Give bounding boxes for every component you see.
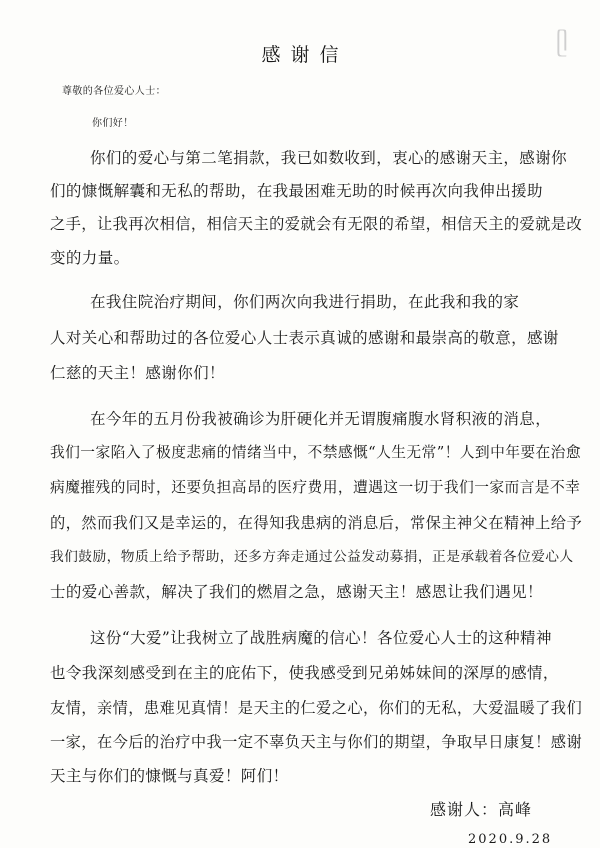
body-line: 们的慷慨解囊和无私的帮助，在我最困难无助的时候再次向我伸出援助 (50, 182, 543, 200)
body-line: 也令我深刻感受到在主的庇佑下，使我感受到兄弟姊妹间的深厚的感情， (50, 664, 559, 682)
greeting: 你们好！ (92, 118, 134, 129)
body-line: 友情，亲情，患难见真情！是天主的仁爱之心，你们的无私，大爱温暖了我们 (50, 699, 583, 717)
body-line: 仁慈的天主！感谢你们！ (50, 364, 225, 382)
margin-pencil-mark: ᥫ (556, 29, 569, 57)
body-line: 变的力量。 (50, 249, 130, 267)
letter-date: 2020.9.28 (468, 832, 553, 847)
letter-title: 感谢信 (261, 44, 349, 66)
signature: 感谢人：高峰 (430, 800, 533, 819)
body-line: 你们的爱心与第二笔捐款，我已如数收到，衷心的感谢天主，感谢你 (90, 149, 568, 167)
body-line: 人对关心和帮助过的各位爱心人士表示真诚的感谢和最崇高的敬意，感谢 (50, 329, 559, 347)
body-line: 病魔摧残的同时，还要负担高昂的医疗费用，遭遇这一切于我们一家而言是不幸 (50, 479, 581, 496)
body-line: 的，然而我们又是幸运的，在得知我患病的消息后，常保主神父在精神上给予 (50, 514, 583, 532)
body-line: 在今年的五月份我被确诊为肝硬化并无谓腹痛腹水肾积液的消息， (90, 410, 552, 428)
body-line: 这份“大爱”让我树立了战胜病魔的信心！各位爱心人士的这种精神 (90, 629, 552, 647)
body-line: 天主与你们的慷慨与真爱！阿们！ (50, 767, 289, 785)
salutation: 尊敬的各位爱心人士： (62, 86, 166, 97)
body-line: 士的爱心善款，解决了我们的燃眉之急，感谢天主！感恩让我们遇见！ (50, 583, 543, 601)
body-line: 之手，让我再次相信，相信天主的爱就会有无限的希望，相信天主的爱就是改 (50, 215, 583, 233)
body-line: 一家，在今后的治疗中我一定不辜负天主与你们的期望，争取早日康复！感谢 (50, 733, 583, 751)
body-line: 在我住院治疗期间，你们两次向我进行捐助，在此我和我的家 (90, 293, 520, 311)
body-line: 我们鼓励，物质上给予帮助，还多方奔走通过公益发动募捐，正是承载着各位爱心人 (50, 549, 574, 565)
body-line: 我们一家陷入了极度悲痛的情绪当中，不禁感慨“人生无常”！人到中年要在治愈 (50, 444, 581, 461)
